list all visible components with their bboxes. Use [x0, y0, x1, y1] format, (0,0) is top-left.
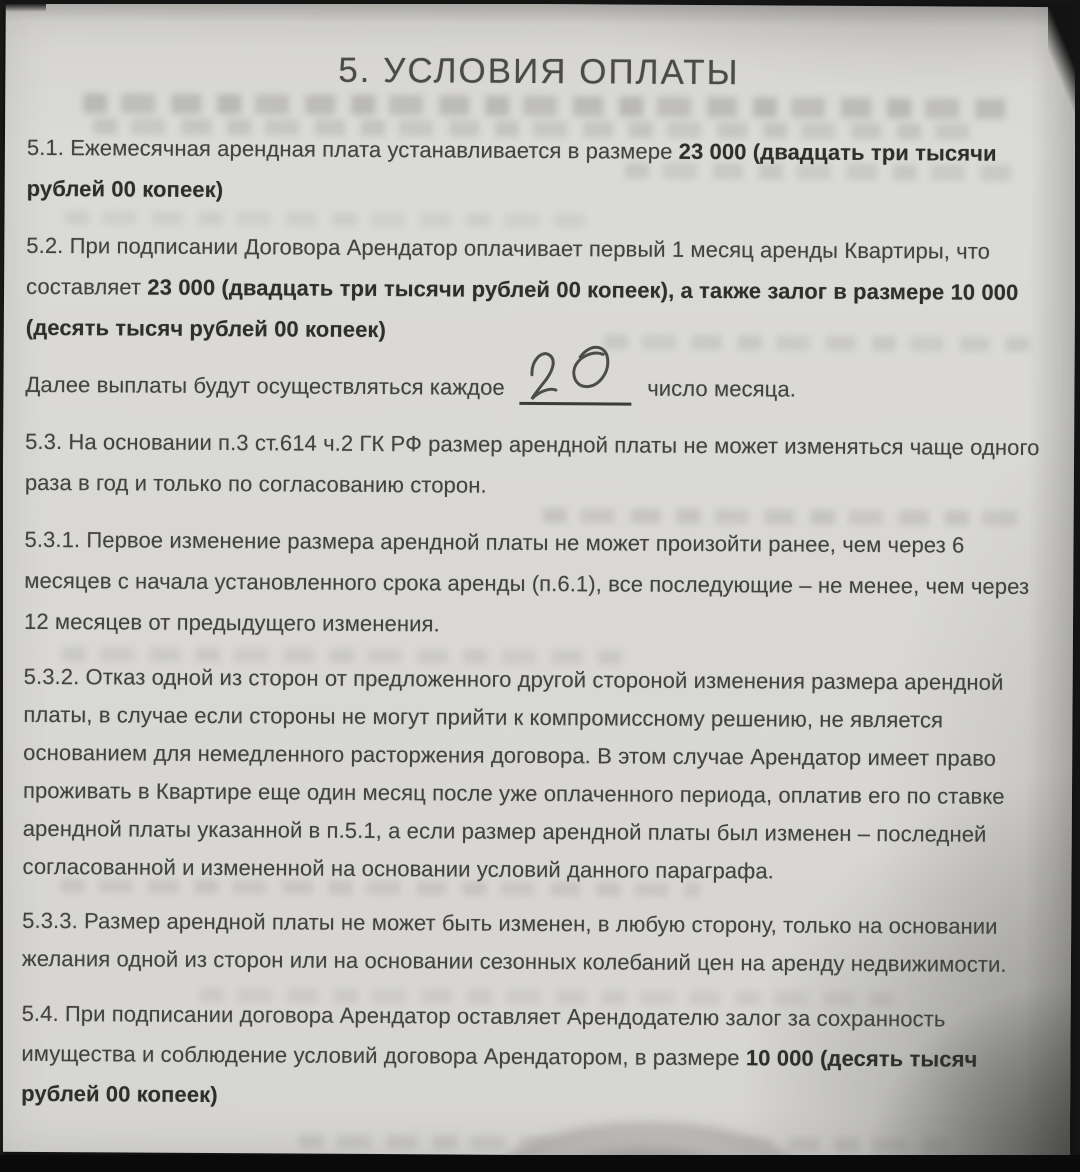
section-heading: 5. УСЛОВИЯ ОПЛАТЫ — [338, 50, 740, 93]
fill-after-text: число месяца. — [647, 375, 797, 402]
clause-paragraph — [22, 658, 1045, 892]
clause-paragraph — [22, 902, 1044, 984]
clause-paragraph — [21, 994, 1044, 1120]
clause-paragraph — [25, 421, 1047, 509]
clause-bold-text: 23 000 (двадцать три тысячи рублей 00 копеек) — [26, 138, 997, 203]
photo-edge — [1075, 0, 1080, 1172]
handwritten-day-text — [647, 368, 648, 369]
contract-page — [0, 1, 1077, 1159]
clause-text: 5.3.3. Размер арендной платы не может быть изменен, в любую сторону, только на основании желания одной из сторон или на основании сезонных колебаний цен на аренду недвижимости. — [21, 907, 1007, 977]
contract-content — [0, 1, 1077, 1159]
clause-text: 5.2. При подписании Договора Арендатор оплачивает первый 1 месяц аренды Квартиры, что составляет — [26, 232, 991, 300]
fill-before-text: Далее выплаты будут осуществляться каждое — [25, 371, 505, 400]
payment-day-line — [25, 364, 1047, 411]
clause-text: 5.3. На основании п.3 ст.614 ч.2 ГК РФ размер арендной платы не может изменяться чаще одного раза в год и только по согласованию сторон. — [24, 428, 1040, 498]
document-body — [21, 127, 1050, 1120]
photo-edge — [0, 0, 1080, 4]
photo-edge — [0, 0, 3, 1172]
clause-text: 5.3.2. Отказ одной из сторон от предложенного другой стороной изменения размера арендной платы, в случае если стороны не могут прийти к компромиссному решению, не является основанием для немедленного расторжения договора. В этом случае Арендатор имеет право проживать в Квартире еще один месяц после уже оплаченного периода, оплатив его по ставке арендной платы указанной в п.5.1, а если размер арендной платы был изменен – последней согласованной и измененной на основании условий данного параграфа. — [22, 663, 1005, 884]
clause-text: 5.3.1. Первое изменение размера арендной платы не может произойти ранее, чем через 6 месяцев с начала установленного срока аренды (п.6.1), все последующие – не менее, чем через 12 месяцев от предыдущего изменения. — [23, 526, 1030, 637]
photo-bottom-band — [0, 1155, 1080, 1172]
clause-text: 5.1. Ежемесячная арендная плата устанавливается в размере — [26, 134, 679, 164]
clause-text: 5.4. При подписании договора Арендатор оставляет Арендодателю залог за сохранность имущества и соблюдение условий договора Арендатором, в размере — [21, 1000, 946, 1071]
clause-bold-text: 23 000 (двадцать три тысячи рублей 00 копеек), а также залог в размере 10 000 (десять тысяч рублей 00 копеек) — [25, 274, 1019, 343]
clause-paragraph — [26, 225, 1049, 354]
handwritten-day-value — [517, 336, 623, 403]
clause-paragraph — [27, 127, 1049, 215]
payment-day-blank-line — [519, 368, 631, 406]
clause-paragraph — [24, 519, 1047, 648]
clause-bold-text: 10 000 (десять тысяч рублей 00 копеек) — [21, 1045, 978, 1108]
